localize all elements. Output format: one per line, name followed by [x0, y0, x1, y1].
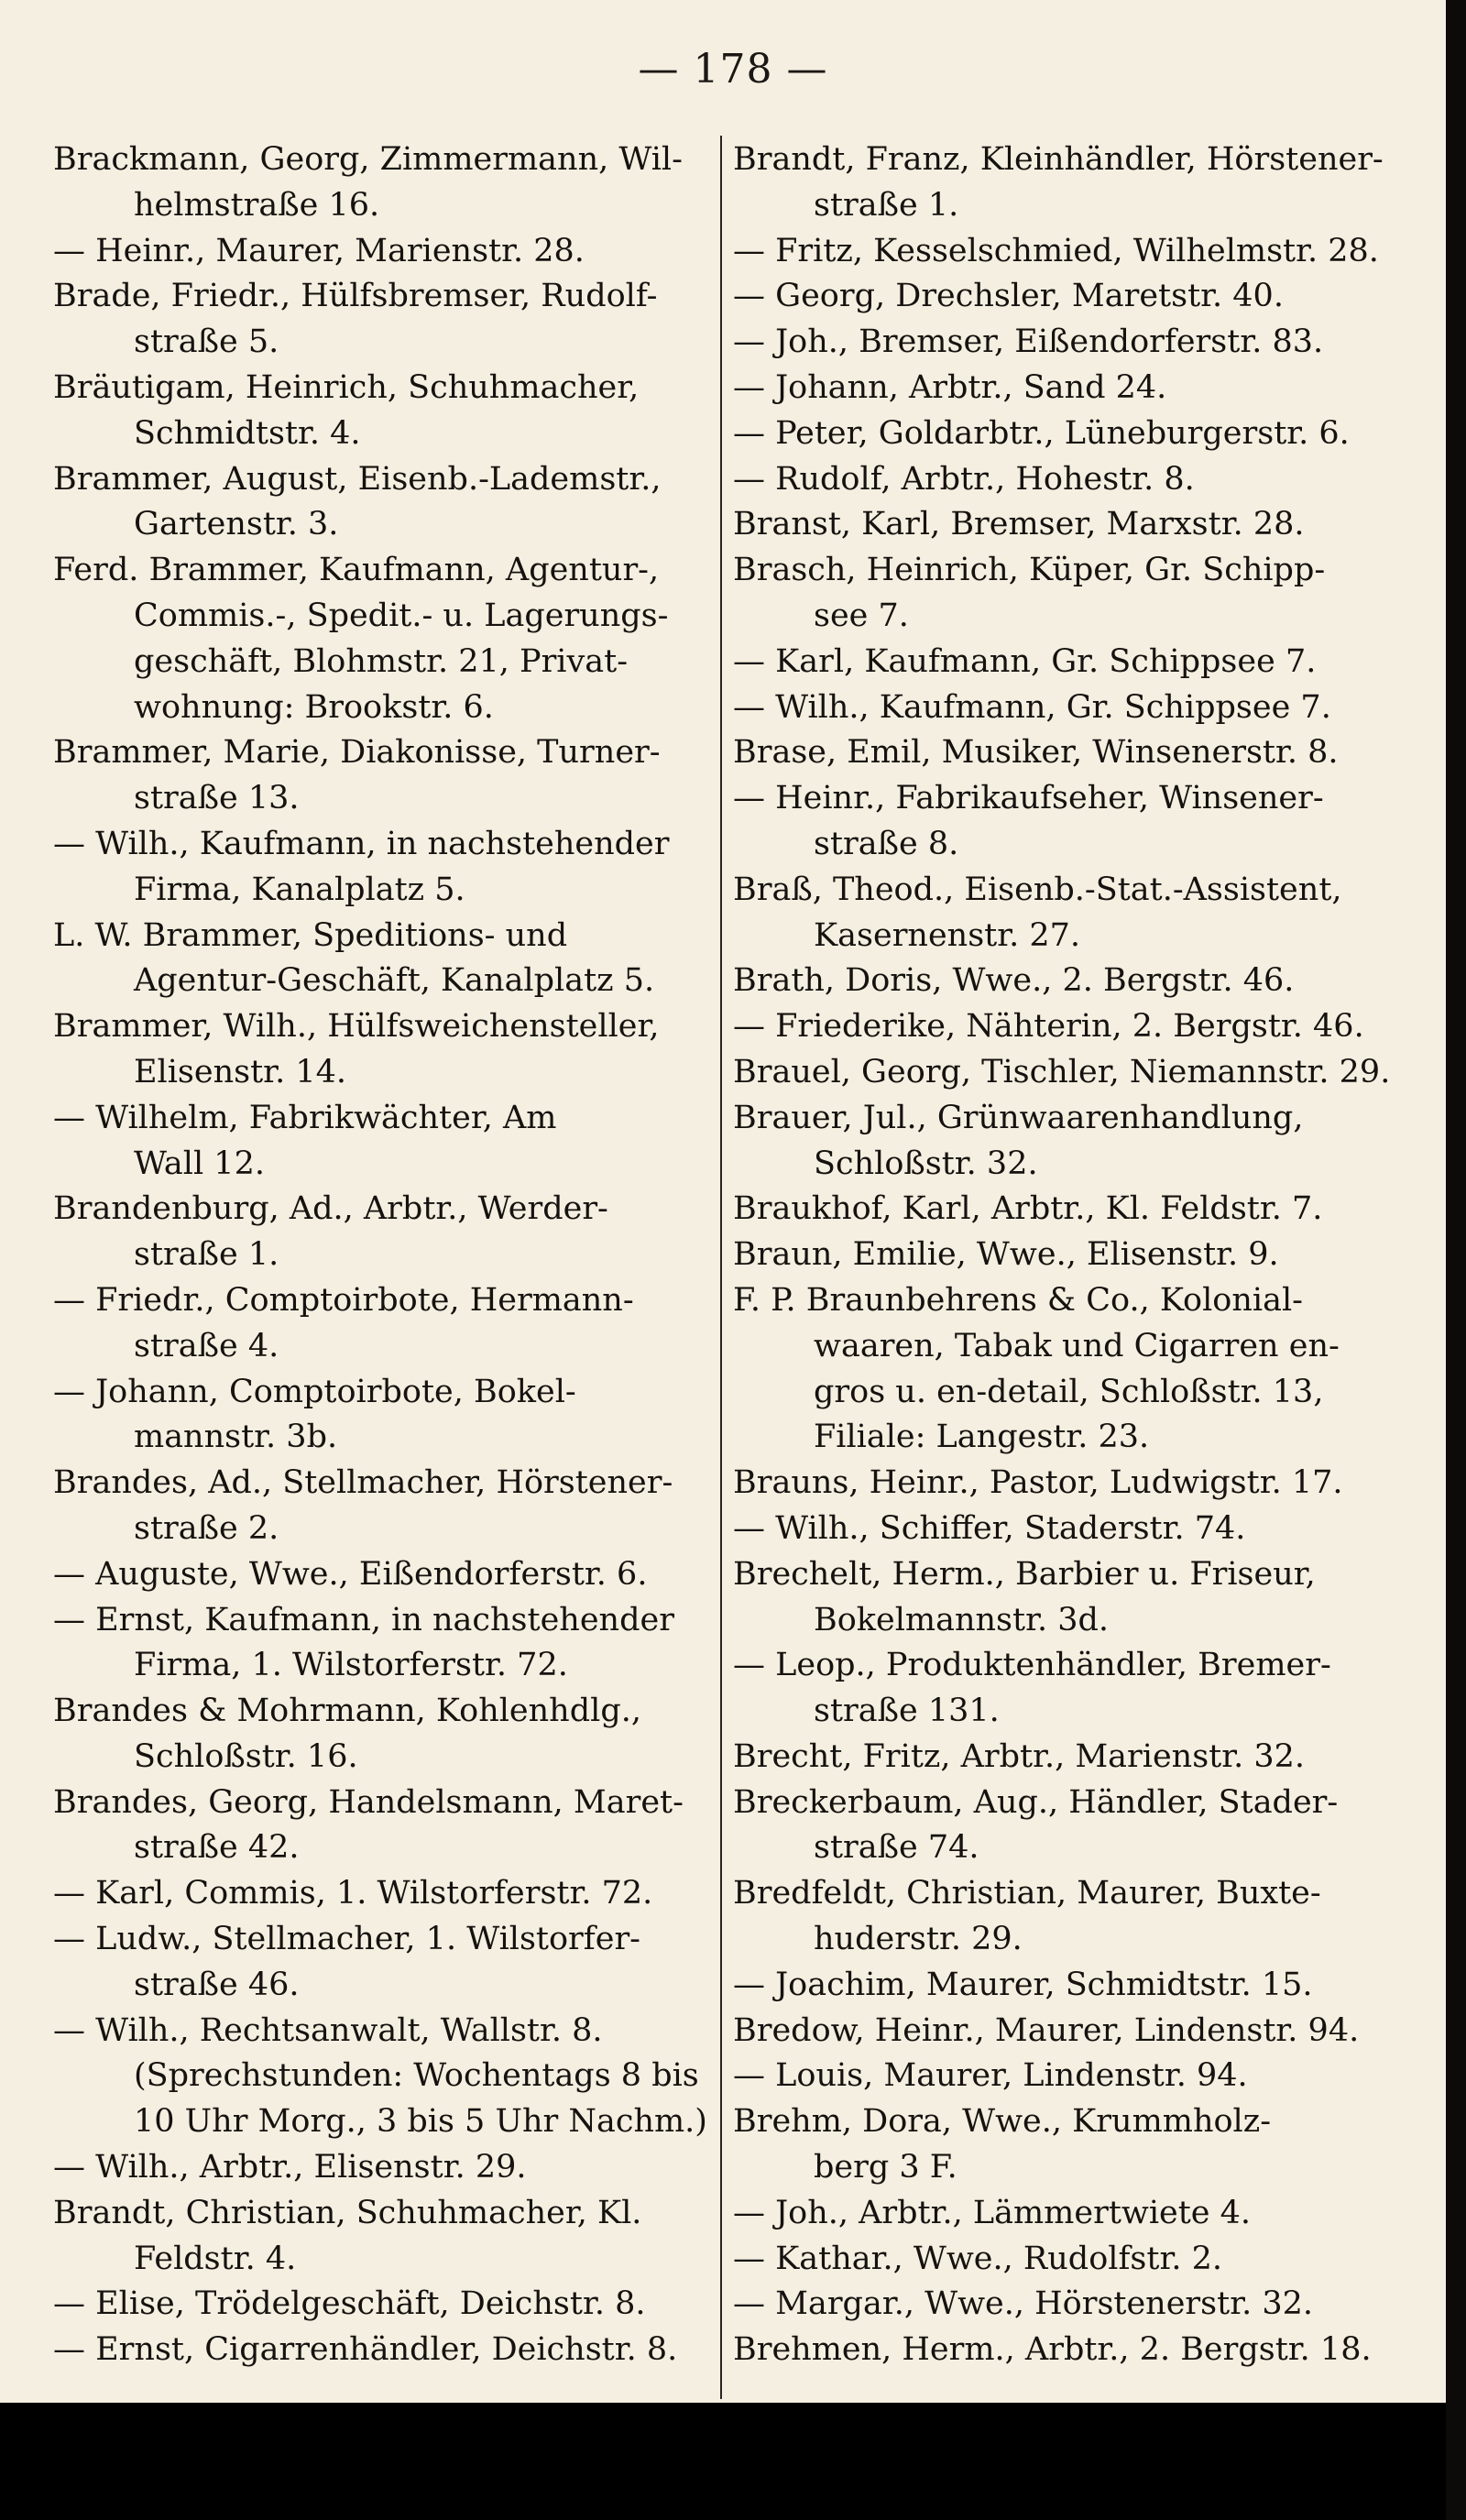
scan-border-right [1446, 0, 1466, 2520]
directory-line: Brehmen, Herm., Arbtr., 2. Bergstr. 18. [733, 2331, 1372, 2369]
directory-line: — Karl, Kaufmann, Gr. Schippsee 7. [733, 642, 1317, 680]
directory-line: Brasch, Heinrich, Küper, Gr. Schipp- [733, 552, 1326, 589]
directory-line: Gartenstr. 3. [134, 506, 339, 543]
directory-line: Kasernenstr. 27. [814, 916, 1081, 954]
directory-line: Braun, Emilie, Wwe., Elisenstr. 9. [733, 1236, 1279, 1274]
directory-line: wohnung: Brookstr. 6. [134, 688, 494, 726]
directory-line: Brauer, Jul., Grünwaarenhandlung, [733, 1099, 1304, 1136]
directory-line: straße 8. [814, 825, 959, 862]
directory-line: geschäft, Blohmstr. 21, Privat- [134, 642, 629, 680]
directory-line: waaren, Tabak und Cigarren en- [814, 1327, 1340, 1364]
directory-line: Firma, Kanalplatz 5. [134, 871, 465, 908]
directory-line: Brandt, Franz, Kleinhändler, Hörstener- [733, 141, 1384, 178]
directory-line: 10 Uhr Morg., 3 bis 5 Uhr Nachm.) [134, 2103, 707, 2141]
directory-line: — Kathar., Wwe., Rudolfstr. 2. [733, 2240, 1222, 2277]
directory-line: — Wilh., Schiffer, Staderstr. 74. [733, 1509, 1246, 1547]
directory-line: — Johann, Comptoirbote, Bokel- [53, 1373, 576, 1410]
directory-line: straße 2. [134, 1509, 279, 1547]
directory-line: Schmidtstr. 4. [134, 414, 361, 452]
directory-line: straße 131. [814, 1693, 1000, 1730]
directory-line: Brandes, Ad., Stellmacher, Hörstener- [53, 1464, 673, 1502]
left-column [53, 137, 720, 2373]
directory-line: Agentur-Geschäft, Kanalplatz 5. [134, 962, 655, 1000]
directory-line: Wall 12. [134, 1145, 265, 1182]
directory-line: Ferd. Brammer, Kaufmann, Agentur-, [53, 552, 660, 589]
directory-line: Bredfeldt, Christian, Maurer, Buxte- [733, 1875, 1321, 1912]
directory-line: huderstr. 29. [814, 1921, 1023, 1958]
directory-line: — Wilh., Kaufmann, in nachstehender [53, 825, 670, 862]
directory-line: — Wilh., Rechtsanwalt, Wallstr. 8. [53, 2011, 603, 2049]
directory-line: Brecht, Fritz, Arbtr., Marienstr. 32. [733, 1737, 1306, 1775]
directory-line: Braukhof, Karl, Arbtr., Kl. Feldstr. 7. [733, 1190, 1323, 1228]
directory-line: Elisenstr. 14. [134, 1053, 346, 1090]
directory-line: Bredow, Heinr., Maurer, Lindenstr. 94. [733, 2011, 1360, 2049]
directory-line: Brauns, Heinr., Pastor, Ludwigstr. 17. [733, 1464, 1343, 1502]
directory-line: Brandt, Christian, Schuhmacher, Kl. [53, 2194, 642, 2231]
directory-line: — Wilhelm, Fabrikwächter, Am [53, 1099, 557, 1136]
directory-line: Brechelt, Herm., Barbier u. Friseur, [733, 1555, 1316, 1593]
directory-line: — Margar., Wwe., Hörstenerstr. 32. [733, 2285, 1313, 2323]
directory-line: Brackmann, Georg, Zimmermann, Wil- [53, 141, 683, 178]
directory-line: — Peter, Goldarbtr., Lüneburgerstr. 6. [733, 414, 1350, 452]
directory-line: straße 4. [134, 1327, 279, 1364]
directory-line: helmstraße 16. [134, 186, 380, 224]
directory-line: — Auguste, Wwe., Eißendorferstr. 6. [53, 1555, 648, 1593]
directory-line: — Leop., Produktenhändler, Bremer- [733, 1647, 1331, 1684]
directory-line: Bokelmannstr. 3d. [814, 1601, 1110, 1638]
directory-line: L. W. Brammer, Speditions- und [53, 916, 568, 954]
directory-line: berg 3 F. [814, 2149, 957, 2186]
directory-line: — Elise, Trödelgeschäft, Deichstr. 8. [53, 2285, 646, 2323]
directory-line: Brauel, Georg, Tischler, Niemannstr. 29. [733, 1053, 1391, 1090]
directory-line: Schloßstr. 16. [134, 1737, 358, 1775]
directory-line: — Joachim, Maurer, Schmidtstr. 15. [733, 1966, 1313, 2003]
directory-line: Brandes & Mohrmann, Kohlenhdlg., [53, 1693, 641, 1730]
directory-line: Brade, Friedr., Hülfsbremser, Rudolf- [53, 278, 658, 315]
directory-line: — Fritz, Kesselschmied, Wilhelmstr. 28. [733, 232, 1379, 269]
directory-line: — Wilh., Arbtr., Elisenstr. 29. [53, 2149, 527, 2186]
directory-line: straße 46. [134, 1966, 300, 2003]
directory-line: — Heinr., Maurer, Marienstr. 28. [53, 232, 585, 269]
directory-line: Branst, Karl, Bremser, Marxstr. 28. [733, 506, 1305, 543]
directory-line: — Heinr., Fabrikaufseher, Winsener- [733, 780, 1324, 817]
directory-line: — Wilh., Kaufmann, Gr. Schippsee 7. [733, 688, 1331, 726]
directory-line: — Friedr., Comptoirbote, Hermann- [53, 1281, 634, 1319]
directory-line: — Friederike, Nähterin, 2. Bergstr. 46. [733, 1008, 1364, 1046]
directory-line: — Georg, Drechsler, Maretstr. 40. [733, 278, 1284, 315]
directory-line: Commis.-, Spedit.- u. Lagerungs- [134, 597, 669, 634]
directory-line: Feldstr. 4. [134, 2240, 297, 2277]
directory-line: — Johann, Arbtr., Sand 24. [733, 368, 1167, 406]
directory-line: Brammer, Wilh., Hülfsweichensteller, [53, 1008, 660, 1046]
column-divider [720, 136, 722, 2399]
directory-line: — Louis, Maurer, Lindenstr. 94. [733, 2057, 1248, 2095]
directory-line: Brammer, Marie, Diakonisse, Turner- [53, 734, 661, 772]
directory-line: straße 1. [134, 1236, 279, 1274]
directory-line: Brandenburg, Ad., Arbtr., Werder- [53, 1190, 608, 1228]
directory-line: straße 42. [134, 1829, 300, 1867]
directory-line: Firma, 1. Wilstorferstr. 72. [134, 1647, 568, 1684]
directory-line: Filiale: Langestr. 23. [814, 1419, 1150, 1456]
directory-line: Brammer, August, Eisenb.-Lademstr., [53, 460, 662, 498]
directory-line: F. P. Braunbehrens & Co., Kolonial- [733, 1281, 1303, 1319]
scan-border-bottom [0, 2403, 1466, 2520]
directory-line: mannstr. 3b. [134, 1419, 338, 1456]
directory-line: — Joh., Bremser, Eißendorferstr. 83. [733, 323, 1324, 361]
directory-line: Bräutigam, Heinrich, Schuhmacher, [53, 368, 640, 406]
directory-line: Brase, Emil, Musiker, Winsenerstr. 8. [733, 734, 1339, 772]
directory-line: see 7. [814, 597, 909, 634]
directory-line: straße 13. [134, 780, 300, 817]
directory-line: — Joh., Arbtr., Lämmertwiete 4. [733, 2194, 1252, 2231]
directory-line: Brehm, Dora, Wwe., Krummholz- [733, 2103, 1272, 2141]
directory-line: — Ernst, Cigarrenhändler, Deichstr. 8. [53, 2331, 678, 2369]
directory-line: (Sprechstunden: Wochentags 8 bis [134, 2057, 699, 2095]
directory-line: Brath, Doris, Wwe., 2. Bergstr. 46. [733, 962, 1295, 1000]
directory-line: straße 74. [814, 1829, 979, 1867]
directory-line: Braß, Theod., Eisenb.-Stat.-Assistent, [733, 871, 1342, 908]
directory-line: Breckerbaum, Aug., Händler, Stader- [733, 1783, 1339, 1821]
directory-line: — Ernst, Kaufmann, in nachstehender [53, 1601, 674, 1638]
directory-line: — Ludw., Stellmacher, 1. Wilstorfer- [53, 1921, 641, 1958]
directory-line: gros u. en-detail, Schloßstr. 13, [814, 1373, 1324, 1410]
directory-line: — Rudolf, Arbtr., Hohestr. 8. [733, 460, 1195, 498]
directory-line: straße 5. [134, 323, 279, 361]
directory-line: straße 1. [814, 186, 959, 224]
directory-line: Schloßstr. 32. [814, 1145, 1038, 1182]
right-column [733, 137, 1400, 2373]
page-number: — 178 — [638, 46, 828, 93]
directory-line: — Karl, Commis, 1. Wilstorferstr. 72. [53, 1875, 653, 1912]
directory-line: Brandes, Georg, Handelsmann, Maret- [53, 1783, 684, 1821]
